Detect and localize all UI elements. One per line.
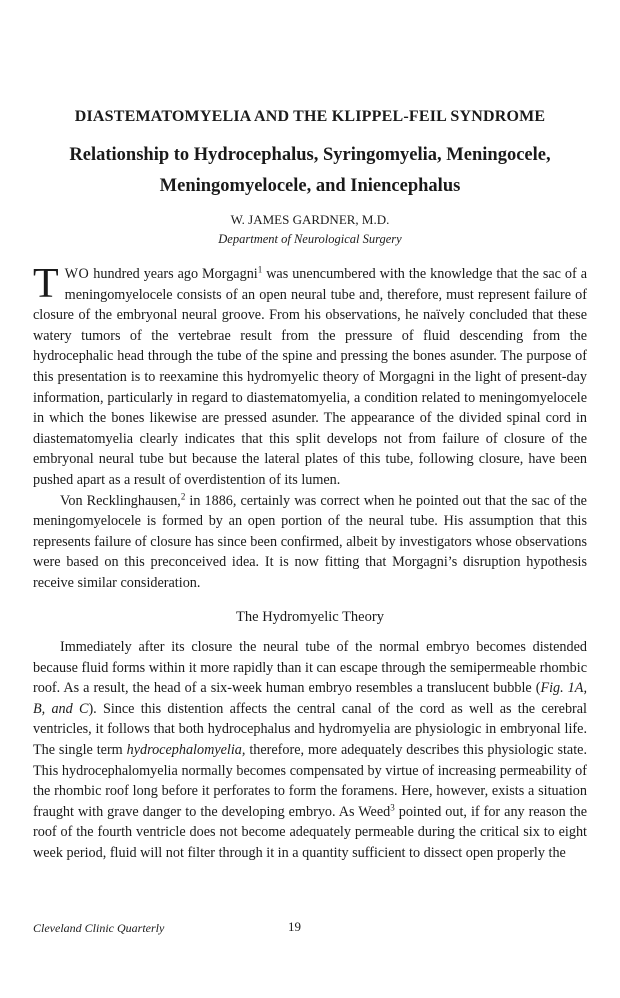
subtitle-line-1: Relationship to Hydrocephalus, Syringomyelia, Meningocele, <box>69 145 551 165</box>
drop-cap: T <box>33 261 59 307</box>
author-department: Department of Neurological Surgery <box>218 232 402 246</box>
first-word: WO <box>64 266 90 282</box>
paragraph-text: ). Since this distention affects the central canal of the cord as well as the cerebral ventricles, it follows that both hydrocephalus and hydromyelia are physiologic in embryonal life. The single term <box>33 700 588 759</box>
paragraph-text: was unencumbered with the knowledge that the sac of a meningomyelocele consists of an open neural tube and, therefore, must represent failure of closure of the embryonal neural groove. From his observations, he naïvely concluded that these watery tumors of the vertebrae result from the pressure of fluid descending from the hydrocephalic head through the tube of the spine and pressing the bones asunder. The purpose of this presentation is to reexamine this hydromyelic theory of Morgagni in the light of present-day information, particularly in regard to diastematomyelia, a condition related to meningomyelocele in which the bones likewise are pressed asunder. The appearance of the divided spinal cord in diastematomyelia clearly indicates that this split develops not from failure of closure of the embryonal neural tube but because the lateral plates of this tube, following closure, have been pushed apart as a result of overdistention of its lumen. <box>33 266 588 488</box>
article-subtitle <box>34 140 586 202</box>
subtitle-line-2: Meningomyelocele, and Iniencephalus <box>159 176 461 196</box>
paragraph-text: in 1886, certainly was correct when he pointed out that the sac of the meningomyelocele is formed by an open portion of the neural tube. His assumption that this represents failure of closure has since been confirmed, albeit by investigators whose observations were based on this preconceived idea. It is now fitting that Morgagni’s disruption hypothesis receive similar consideration. <box>33 492 587 591</box>
paragraph-1 <box>33 261 588 491</box>
article-body <box>33 261 588 864</box>
reference-marker: 2 <box>180 490 186 501</box>
paragraph-text: Immediately after its closure the neural tube of the normal embryo becomes distended because fluid forms within it more rapidly than it can escape through the semipermeable rhombic roof. As a result, the head of a six-week human embryo resembles a translucent bubble ( <box>33 639 587 697</box>
italic-term: hydrocephalomyelia, <box>126 742 246 759</box>
section-heading: The Hydromyelic Theory <box>236 608 384 625</box>
paragraph-text: pointed out, if for any reason the roof of the fourth ventricle does not become adequately permeable during the critical six to eight week period, fluid will not filter through it in a quantity sufficient to dissect open properly the <box>33 803 587 862</box>
page-number: 19 <box>288 919 301 934</box>
author-name: W. JAMES GARDNER, M.D. <box>230 212 390 227</box>
reference-marker: 1 <box>257 264 263 275</box>
paragraph-text: therefore, more adequately describes this physiologic state. This hydrocephalomyelia normally becomes compensated by virtue of increasing permeability of the rhombic roof long before it perforates to form the foramens. Here, however, exists a situation fraught with grave danger to the developing embryo. As Weed <box>33 742 587 820</box>
paragraph-3 <box>33 637 587 864</box>
article-title: DIASTEMATOMYELIA AND THE KLIPPEL-FEIL SYNDROME <box>74 108 546 125</box>
figure-reference: Fig. 1A, B, and C <box>33 680 587 717</box>
reference-marker: 3 <box>390 802 395 813</box>
paragraph-text: Von Recklinghausen, <box>60 492 181 509</box>
journal-name: Cleveland Clinic Quarterly <box>33 921 165 935</box>
paragraph-text: hundred years ago Morgagni <box>89 266 258 282</box>
paragraph-2 <box>33 491 587 594</box>
